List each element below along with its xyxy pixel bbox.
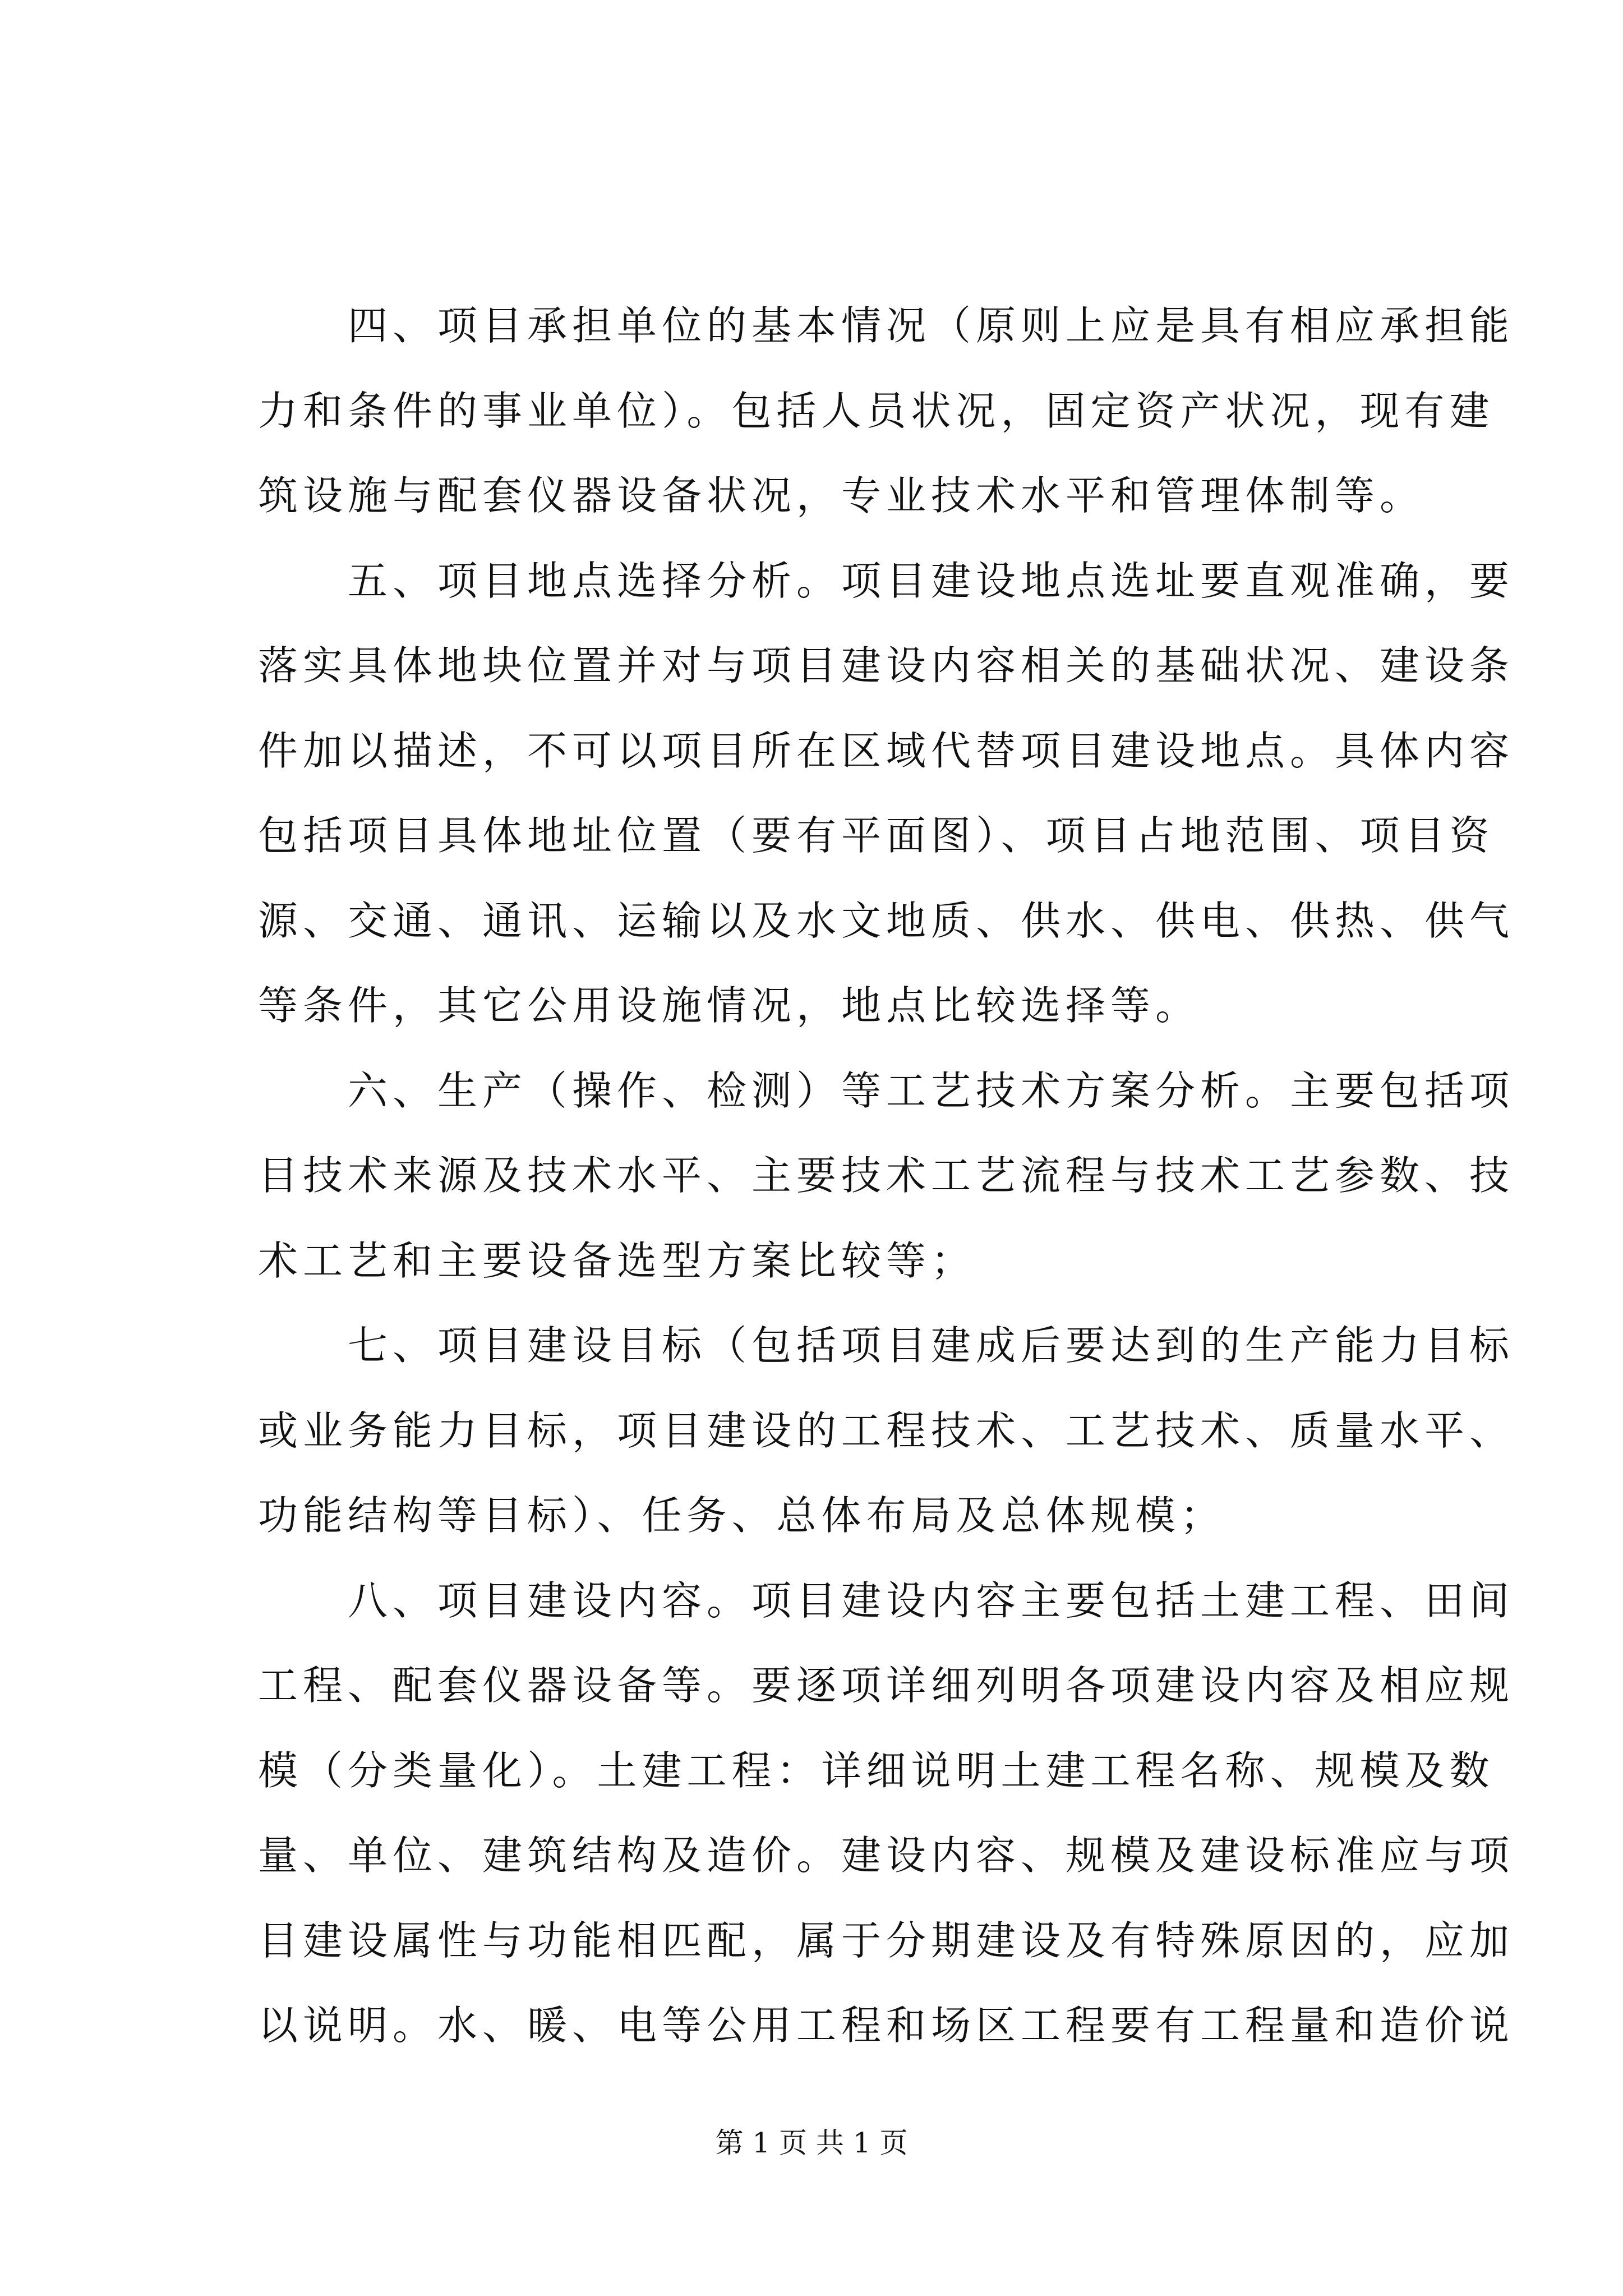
text-line: 筑设施与配套仪器设备状况，专业技术水平和管理体制等。 xyxy=(258,472,1425,519)
text-line: 八、项目建设内容。项目建设内容主要包括土建工程、田间 xyxy=(258,1577,1515,1624)
text-line: 力和条件的事业单位）。包括人员状况，固定资产状况，现有建 xyxy=(258,387,1495,434)
body-text xyxy=(258,283,1515,2068)
text-line: 落实具体地块位置并对与项目建设内容相关的基础状况、建设条 xyxy=(258,642,1515,689)
text-line: 五、项目地点选择分析。项目建设地点选址要直观准确，要 xyxy=(258,557,1515,604)
text-line: 或业务能力目标，项目建设的工程技术、工艺技术、质量水平、 xyxy=(258,1407,1515,1454)
text-line: 六、生产（操作、检测）等工艺技术方案分析。主要包括项 xyxy=(258,1067,1515,1114)
text-line: 目建设属性与功能相匹配，属于分期建设及有特殊原因的，应加 xyxy=(258,1917,1515,1964)
text-line: 量、单位、建筑结构及造价。建设内容、规模及建设标准应与项 xyxy=(258,1832,1515,1879)
text-line: 源、交通、通讯、运输以及水文地质、供水、供电、供热、供气 xyxy=(258,897,1515,944)
page-footer: 第 1 页 共 1 页 xyxy=(715,2127,908,2159)
text-line: 术工艺和主要设备选型方案比较等； xyxy=(258,1237,976,1284)
text-line: 七、项目建设目标（包括项目建成后要达到的生产能力目标 xyxy=(258,1322,1515,1369)
text-line: 功能结构等目标）、任务、总体布局及总体规模； xyxy=(258,1492,1225,1539)
text-line: 四、项目承担单位的基本情况（原则上应是具有相应承担能 xyxy=(258,302,1515,349)
text-line: 模（分类量化）。土建工程：详细说明土建工程名称、规模及数 xyxy=(258,1747,1495,1794)
text-line: 目技术来源及技术水平、主要技术工艺流程与技术工艺参数、技 xyxy=(258,1152,1515,1199)
text-line: 等条件，其它公用设施情况，地点比较选择等。 xyxy=(258,982,1201,1029)
text-line: 件加以描述，不可以项目所在区域代替项目建设地点。具体内容 xyxy=(258,727,1515,774)
text-line: 以说明。水、暖、电等公用工程和场区工程要有工程量和造价说 xyxy=(258,2002,1515,2049)
text-line: 包括项目具体地址位置（要有平面图）、项目占地范围、项目资 xyxy=(258,812,1495,859)
text-line: 工程、配套仪器设备等。要逐项详细列明各项建设内容及相应规 xyxy=(258,1662,1515,1709)
